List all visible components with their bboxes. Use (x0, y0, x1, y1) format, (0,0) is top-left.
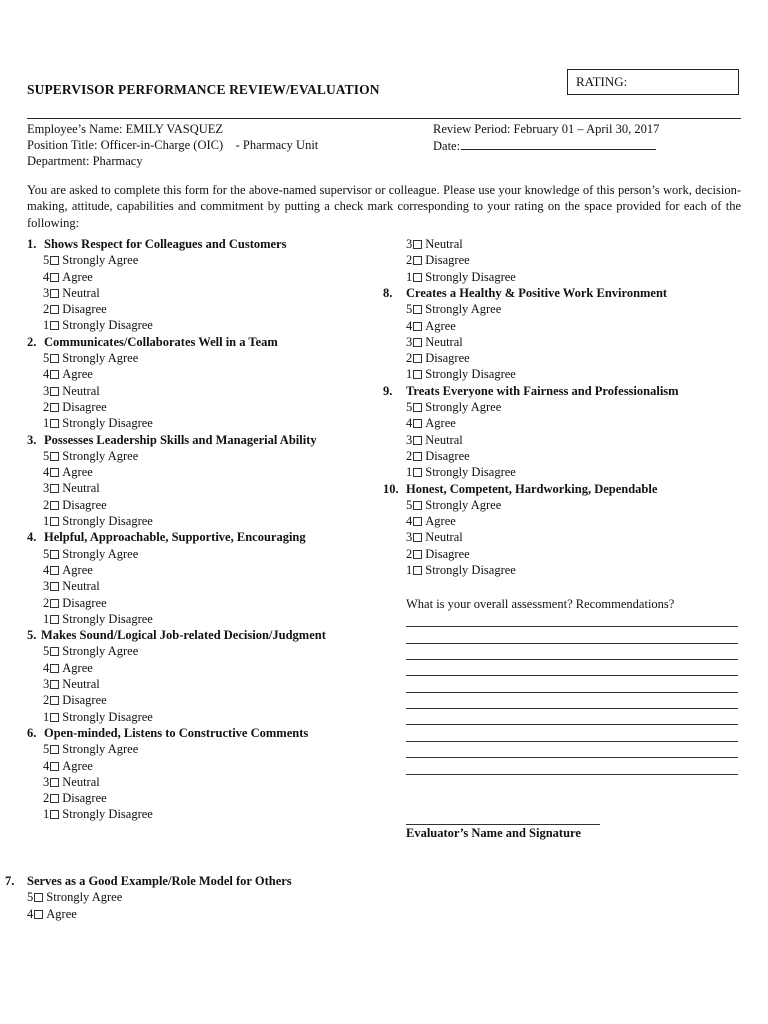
checkbox[interactable] (50, 387, 59, 396)
checkbox[interactable] (50, 484, 59, 493)
checkbox[interactable] (413, 468, 422, 477)
option-neutral[interactable]: 3 Neutral (43, 481, 100, 496)
question-10 (383, 481, 679, 579)
option-agree[interactable]: 4 Agree (43, 367, 93, 382)
review-period: Review Period: February 01 – April 30, 2017 (433, 122, 660, 136)
option-neutral[interactable]: 3 Neutral (43, 579, 100, 594)
checkbox[interactable] (413, 517, 422, 526)
comment-line[interactable] (406, 708, 738, 709)
option-strongly-agree[interactable]: 5 Strongly Agree (43, 742, 139, 757)
checkbox[interactable] (413, 533, 422, 542)
checkbox[interactable] (50, 794, 59, 803)
option-strongly-disagree[interactable]: 1 Strongly Disagree (43, 807, 153, 822)
option-neutral[interactable]: 3 Neutral (43, 677, 100, 692)
checkbox[interactable] (50, 778, 59, 787)
checkbox[interactable] (50, 680, 59, 689)
option-neutral[interactable]: 3 Neutral (43, 774, 100, 789)
option-disagree[interactable]: 2 Disagree (406, 448, 470, 463)
option-disagree[interactable]: 2 Disagree (43, 399, 107, 414)
option-strongly-disagree[interactable]: 1 Strongly Disagree (43, 611, 153, 626)
checkbox[interactable] (50, 696, 59, 705)
comment-line[interactable] (406, 626, 738, 627)
checkbox[interactable] (413, 501, 422, 510)
checkbox[interactable] (413, 566, 422, 575)
checkbox[interactable] (50, 468, 59, 477)
option-disagree[interactable]: 2 Disagree (406, 351, 470, 366)
checkbox[interactable] (50, 452, 59, 461)
checkbox[interactable] (50, 615, 59, 624)
option-agree[interactable]: 4 Agree (406, 416, 456, 431)
question-5 (27, 627, 326, 725)
date-field[interactable] (433, 137, 656, 154)
option-strongly-agree[interactable]: 5 Strongly Agree (406, 302, 502, 317)
checkbox[interactable] (50, 305, 59, 314)
checkbox[interactable] (413, 403, 422, 412)
question-heading: 8. Creates a Healthy & Positive Work Environment (383, 286, 668, 300)
option-strongly-agree[interactable]: 5 Strongly Agree (43, 351, 139, 366)
checkbox[interactable] (50, 745, 59, 754)
checkbox[interactable] (413, 419, 422, 428)
question-heading: 7. Serves as a Good Example/Role Model for Others (5, 874, 292, 888)
option-agree[interactable]: 4 Agree (43, 465, 93, 480)
department: Department: Pharmacy (27, 154, 143, 168)
right-column (406, 236, 516, 285)
left-column (27, 236, 326, 823)
checkbox[interactable] (50, 256, 59, 265)
question-8 (383, 285, 679, 383)
option-agree[interactable]: 4 Agree (43, 660, 93, 675)
option-strongly-disagree[interactable]: 1 Strongly Disagree (43, 709, 153, 724)
question-9 (383, 383, 679, 481)
checkbox[interactable] (413, 322, 422, 331)
checkbox[interactable] (413, 452, 422, 461)
option-strongly-disagree[interactable]: 1 Strongly Disagree (406, 367, 516, 382)
option-agree[interactable]: 4 Agree (406, 514, 456, 529)
option-strongly-agree[interactable]: 5 Strongly Agree (43, 253, 139, 268)
option-agree[interactable]: 4 Agree (43, 562, 93, 577)
option-strongly-agree[interactable]: 5 Strongly Agree (43, 448, 139, 463)
employee-name: Employee’s Name: EMILY VASQUEZ (27, 122, 224, 136)
option-disagree[interactable]: 2 Disagree (43, 497, 107, 512)
question-2 (27, 334, 326, 432)
checkbox[interactable] (50, 713, 59, 722)
checkbox[interactable] (50, 354, 59, 363)
option-neutral[interactable]: 3 Neutral (43, 383, 100, 398)
checkbox[interactable] (413, 240, 422, 249)
position-title: Position Title: Officer-in-Charge (OIC) - Pharmacy Unit (27, 138, 319, 152)
checkbox[interactable] (50, 762, 59, 771)
question-1 (27, 236, 326, 334)
question-heading: 9. Treats Everyone with Fairness and Professionalism (383, 383, 679, 398)
checkbox[interactable] (413, 256, 422, 265)
checkbox[interactable] (50, 664, 59, 673)
assessment-prompt: What is your overall assessment? Recommendations? (406, 597, 675, 611)
question-3 (27, 432, 326, 530)
comment-line[interactable] (406, 643, 738, 644)
question-heading: 5. Makes Sound/Logical Job-related Decision/Judgment (27, 628, 326, 643)
question-4 (27, 529, 326, 627)
checkbox[interactable] (50, 321, 59, 330)
checkbox[interactable] (50, 517, 59, 526)
checkbox[interactable] (50, 419, 59, 428)
checkbox[interactable] (34, 893, 43, 902)
question-heading: 1. Shows Respect for Colleagues and Customers (27, 237, 287, 251)
checkbox[interactable] (413, 436, 422, 445)
checkbox[interactable] (413, 273, 422, 282)
rating-box[interactable] (567, 69, 739, 95)
checkbox[interactable] (50, 810, 59, 819)
checkbox[interactable] (50, 273, 59, 282)
option-agree[interactable]: 4 Agree (27, 906, 77, 921)
checkbox[interactable] (413, 354, 422, 363)
comment-line[interactable] (406, 675, 738, 676)
question-heading: 10. Honest, Competent, Hardworking, Dependable (383, 481, 658, 496)
checkbox[interactable] (50, 370, 59, 379)
checkbox[interactable] (50, 599, 59, 608)
question-7-continued (406, 236, 516, 285)
instructions: You are asked to complete this form for the above-named supervisor or colleague. Please use your knowledge of this person’s work, decision-making, attitude, capabilities and commitment by putting a check mark corresponding to your rating on the space provided for each of the following: (27, 183, 741, 230)
option-strongly-agree[interactable]: 5 Strongly Agree (406, 497, 502, 512)
comment-line[interactable] (406, 757, 738, 758)
comment-line[interactable] (406, 724, 738, 725)
comment-line[interactable] (406, 774, 738, 775)
question-heading: 2. Communicates/Collaborates Well in a Team (27, 334, 278, 349)
checkbox[interactable] (50, 566, 59, 575)
checkbox[interactable] (50, 582, 59, 591)
checkbox[interactable] (50, 403, 59, 412)
question-heading: 4. Helpful, Approachable, Supportive, Encouraging (27, 530, 306, 545)
option-strongly-disagree[interactable]: 1 Strongly Disagree (406, 563, 516, 578)
signature-label: Evaluator’s Name and Signature (406, 826, 581, 840)
checkbox[interactable] (413, 550, 422, 559)
checkbox[interactable] (413, 338, 422, 347)
option-strongly-agree[interactable]: 5 Strongly Agree (43, 644, 139, 659)
date-blank[interactable] (461, 137, 656, 150)
header-divider (27, 118, 741, 119)
checkbox[interactable] (50, 647, 59, 656)
comment-line[interactable] (406, 692, 738, 693)
option-strongly-disagree[interactable]: 1 Strongly Disagree (43, 318, 153, 333)
option-disagree[interactable]: 2 Disagree (43, 302, 107, 317)
checkbox[interactable] (50, 550, 59, 559)
option-strongly-agree[interactable]: 5 Strongly Agree (406, 400, 502, 415)
checkbox[interactable] (413, 370, 422, 379)
option-agree[interactable]: 4 Agree (43, 758, 93, 773)
question-7 (5, 873, 292, 922)
option-strongly-disagree[interactable]: 1 Strongly Disagree (43, 514, 153, 529)
comment-line[interactable] (406, 741, 738, 742)
question-heading: 6. Open-minded, Listens to Constructive Comments (27, 725, 309, 740)
option-neutral[interactable]: 3 Neutral (406, 237, 463, 251)
option-disagree[interactable]: 2 Disagree (43, 595, 107, 610)
option-disagree[interactable]: 2 Disagree (43, 791, 107, 806)
option-strongly-agree[interactable]: 5 Strongly Agree (27, 890, 123, 905)
question-heading: 3. Possesses Leadership Skills and Managerial Ability (27, 432, 317, 447)
option-strongly-disagree[interactable]: 1 Strongly Disagree (406, 269, 516, 284)
option-disagree[interactable]: 2 Disagree (406, 546, 470, 561)
option-neutral[interactable]: 3 Neutral (406, 432, 463, 447)
question-6 (27, 725, 326, 823)
option-neutral[interactable]: 3 Neutral (406, 334, 463, 349)
checkbox[interactable] (413, 305, 422, 314)
option-agree[interactable]: 4 Agree (406, 318, 456, 333)
checkbox[interactable] (34, 910, 43, 919)
form-title: SUPERVISOR PERFORMANCE REVIEW/EVALUATION (27, 82, 380, 97)
option-strongly-disagree[interactable]: 1 Strongly Disagree (406, 465, 516, 480)
option-agree[interactable]: 4 Agree (43, 269, 93, 284)
option-strongly-disagree[interactable]: 1 Strongly Disagree (43, 416, 153, 431)
option-disagree[interactable]: 2 Disagree (406, 253, 470, 268)
comment-line[interactable] (406, 659, 738, 660)
rating-label: RATING: (576, 74, 628, 89)
option-disagree[interactable]: 2 Disagree (43, 693, 107, 708)
checkbox[interactable] (50, 289, 59, 298)
option-neutral[interactable]: 3 Neutral (406, 530, 463, 545)
date-label: Date: (433, 139, 461, 153)
option-neutral[interactable]: 3 Neutral (43, 285, 100, 300)
option-strongly-agree[interactable]: 5 Strongly Agree (43, 546, 139, 561)
checkbox[interactable] (50, 501, 59, 510)
right-questions (383, 285, 679, 578)
